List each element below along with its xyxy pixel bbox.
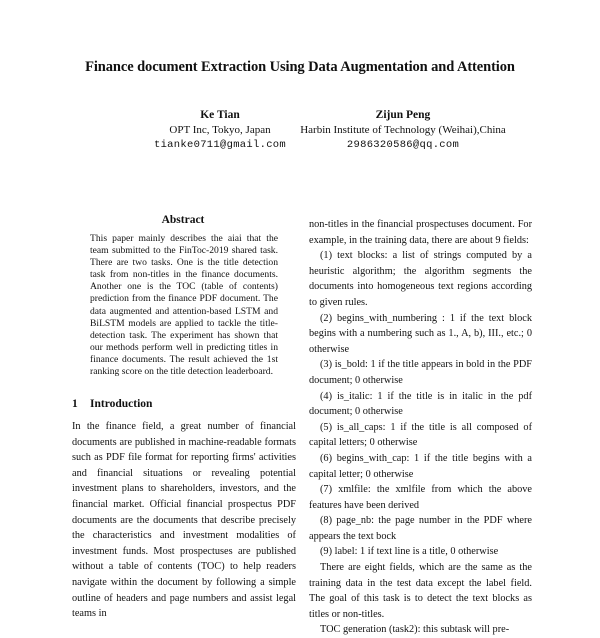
author-2 bbox=[282, 108, 524, 153]
paragraph: non-titles in the financial prospectuses document. For example, in the training data, there are about 9 fields: bbox=[309, 219, 532, 246]
abstract-text: This paper mainly describes the aiai that the team submitted to the FinToc-2019 shared task. There are two tasks. One is the title detection task from non-titles in the finance documents. Another one is the TOC (table of contents) prediction from the finance PDF document. The data augmented and attention-based LSTM and BiLSTM models are applied to tackle the title-detection task. The experiment has shown that our methods perform well in predicting titles in finance documents. The result achieved the 1st ranking score on the title detection leaderboard. bbox=[90, 233, 278, 378]
author-name: Zijun Peng bbox=[375, 109, 431, 121]
section-number: 1 bbox=[72, 398, 78, 410]
paragraph: (2) begins_with_numbering : 1 if the text block begins with a numbering such as 1., A, b), III., etc.; 0 otherwise bbox=[309, 312, 532, 355]
author-name: Ke Tian bbox=[200, 109, 240, 121]
right-column bbox=[309, 217, 532, 638]
author-email: 2986320586@qq.com bbox=[346, 139, 460, 151]
paper-title: Finance document Extraction Using Data Augmentation and Attention bbox=[85, 59, 515, 75]
author-affiliation: Harbin Institute of Technology (Weihai),China bbox=[300, 124, 506, 136]
abstract-heading: Abstract bbox=[161, 214, 205, 226]
paragraph: (4) is_italic: 1 if the title is in italic in the pdf document; 0 otherwise bbox=[309, 390, 532, 418]
paragraph: (1) text blocks: a list of strings computed by a heuristic algorithm; the algorithm segments the documents into homogeneous text regions according to given rules. bbox=[309, 250, 532, 308]
introduction-text: In the finance field, a great number of financial documents are published in machine-readable formats such as PDF file format for reporting firms' activities and financial situations or revealing potential investment plans to shareholders, investors, and the financial market. Official financial prospectus PDF documents are the documents that describe precisely the characteristics and investment modalities of investment funds. Most prospectuses are published without a table of contents (TOC) to help readers navigate within the document by following a simple outline of headers and page numbers and assist legal teams in bbox=[72, 421, 296, 620]
paragraph: (8) page_nb: the page number in the PDF where appears the text bock bbox=[309, 515, 532, 542]
paragraph: (6) begins_with_cap: 1 if the title begins with a capital letter; 0 otherwise bbox=[309, 452, 532, 480]
paragraph: (9) label: 1 if text line is a title, 0 otherwise bbox=[320, 546, 499, 558]
paragraph: TOC generation (task2): this subtask will pre- bbox=[320, 624, 510, 636]
section-heading bbox=[72, 398, 152, 410]
section-title: Introduction bbox=[90, 398, 153, 410]
paragraph: There are eight fields, which are the same as the training data in the test data except the label field. The goal of this task is to detect the text blocks as titles or non-titles. bbox=[309, 562, 532, 620]
paragraph: (3) is_bold: 1 if the title appears in bold in the PDF document; 0 otherwise bbox=[309, 359, 532, 386]
paragraph: (5) is_all_caps: 1 if the title is all composed of capital letters; 0 otherwise bbox=[309, 421, 532, 449]
author-affiliation: OPT Inc, Tokyo, Japan bbox=[169, 124, 271, 136]
author-email: tianke0711@gmail.com bbox=[153, 139, 287, 151]
paragraph: (7) xmlfile: the xmlfile from which the above features have been derived bbox=[309, 484, 532, 511]
